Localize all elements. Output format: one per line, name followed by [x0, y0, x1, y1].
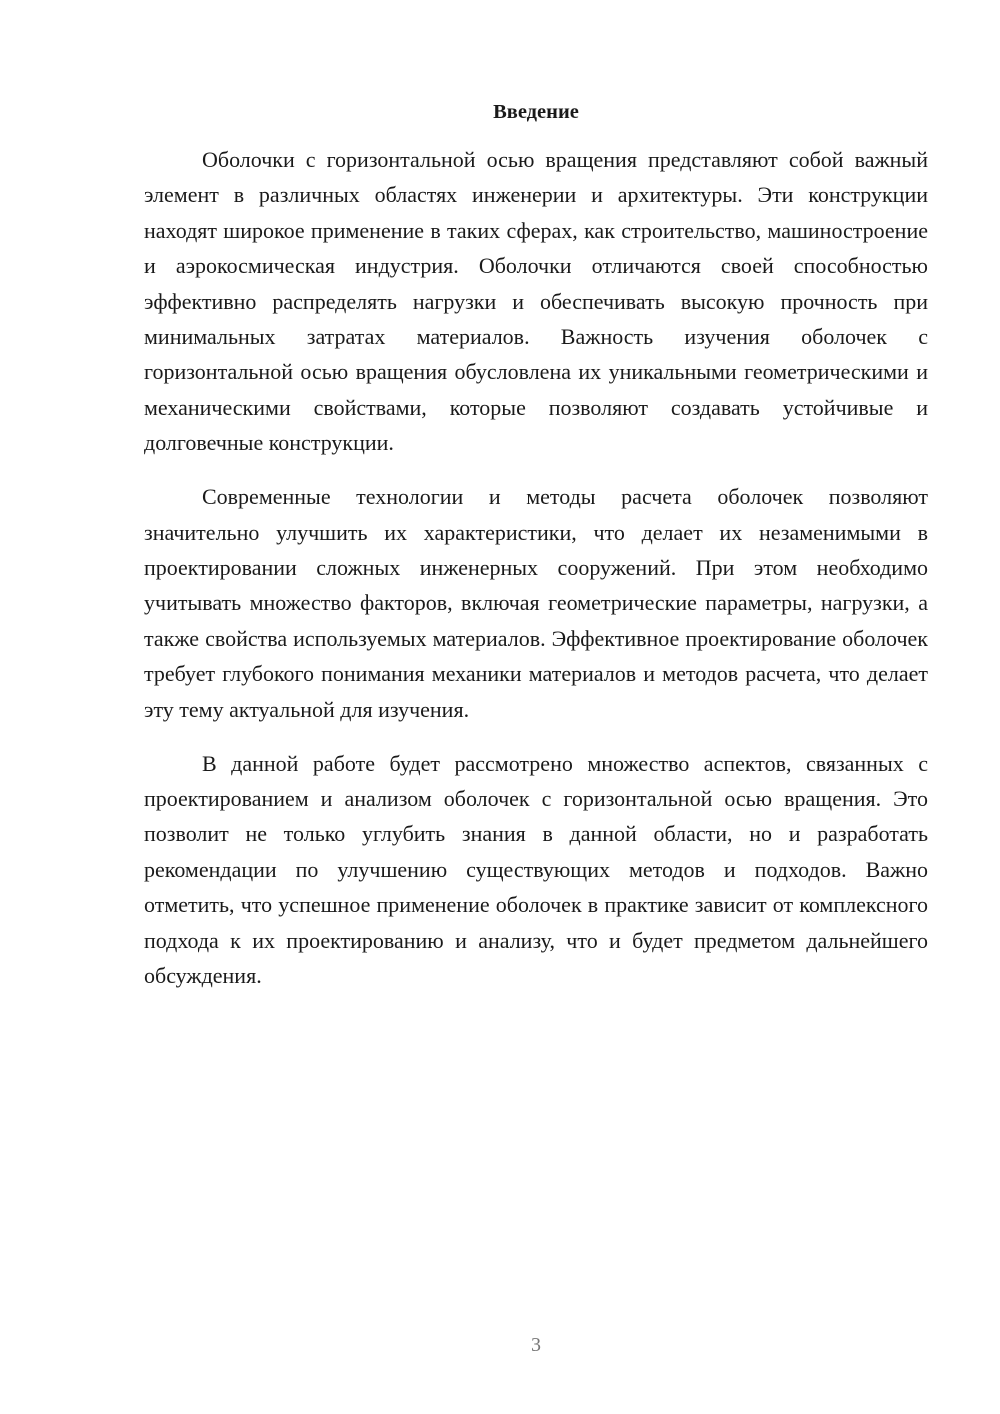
body-text [144, 142, 928, 993]
page-number: 3 [531, 1334, 541, 1356]
paragraph-1: Оболочки с горизонтальной осью вращения представляют собой важный элемент в различных областях инженерии и архитектуры. Эти конструкции находят широкое применение в таких сферах, как строительство, машиностроение и аэрокосмическая индустрия. Оболочки отличаются своей способностью эффективно распределять нагрузки и обеспечивать высокую прочность при минимальных затратах материалов. Важность изучения оболочек с горизонтальной осью вращения обусловлена их уникальными геометрическими и механическими свойствами, которые позволяют создавать устойчивые и долговечные конструкции. [144, 147, 928, 456]
paragraph-2: Современные технологии и методы расчета оболочек позволяют значительно улучшить их характеристики, что делает их незаменимыми в проектировании сложных инженерных сооружений. При этом необходимо учитывать множество факторов, включая геометрические параметры, нагрузки, а также свойства используемых материалов. Эффективное проектирование оболочек требует глубокого понимания механики материалов и методов расчета, что делает эту тему актуальной для изучения. [144, 484, 928, 722]
section-title: Введение [493, 101, 579, 123]
paragraph-3: В данной работе будет рассмотрено множество аспектов, связанных с проектированием и анализом оболочек с горизонтальной осью вращения. Это позволит не только углубить знания в данной области, но и разработать рекомендации по улучшению существующих методов и подходов. Важно отметить, что успешное применение оболочек в практике зависит от комплексного подхода к их проектированию и анализу, что и будет предметом дальнейшего обсуждения. [144, 750, 928, 988]
